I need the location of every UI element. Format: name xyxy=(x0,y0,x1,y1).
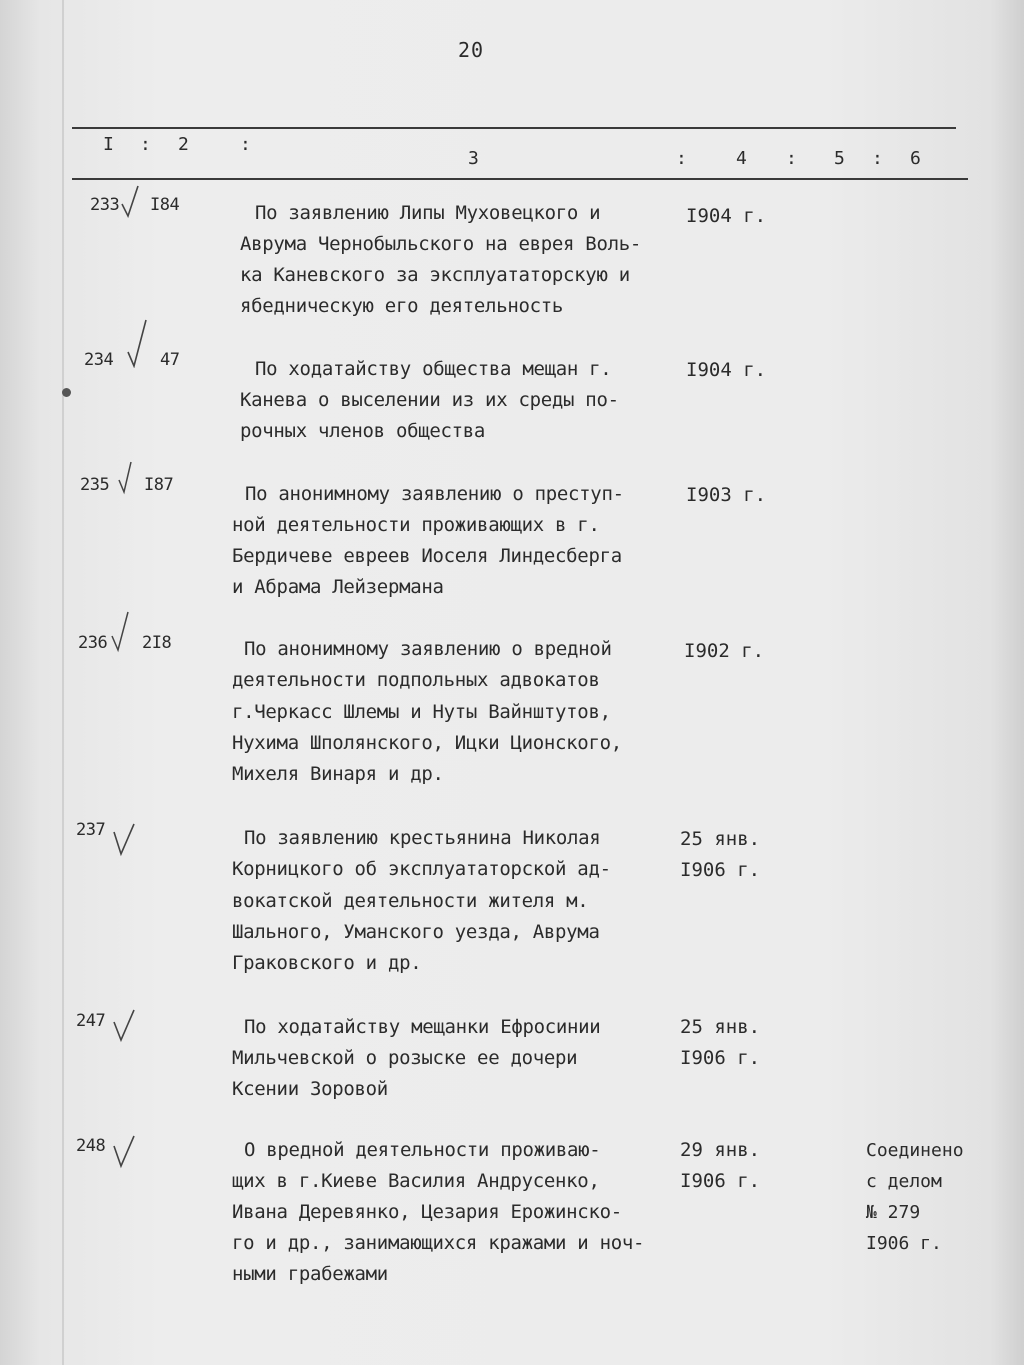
entry-description-line: ка Каневского за эксплуататорскую и xyxy=(240,264,630,286)
old-number: 47 xyxy=(160,350,180,370)
header-col-5: 5 xyxy=(834,148,845,169)
entry-description-line: Бердичеве евреев Иоселя Линдесберга xyxy=(232,545,622,567)
header-sep: : xyxy=(872,148,883,169)
entry-note-line: Соединено xyxy=(866,1140,964,1161)
entry-note-line: с делом xyxy=(866,1171,942,1192)
entry-description-line: Нухима Шполянского, Ицки Ционского, xyxy=(232,732,622,754)
entry-description-line: О вредной деятельности проживаю- xyxy=(244,1139,601,1161)
header-col-2: 2 xyxy=(178,134,189,155)
entry-date: I904 г. xyxy=(686,205,767,227)
entry-description-line: Корницкого об эксплуататорской ад- xyxy=(232,858,611,880)
entry-number: 235 xyxy=(80,475,110,495)
entry-description-line: ной деятельности проживающих в г. xyxy=(232,514,600,536)
entry-description-line: Михеля Винаря и др. xyxy=(232,763,444,785)
entry-description-line: Ксении Зоровой xyxy=(232,1078,388,1100)
entry-description-line: ябедническую его деятельность xyxy=(240,295,564,317)
header-col-6: 6 xyxy=(910,148,921,169)
entry-description-line: По анонимному заявлению о вредной xyxy=(244,638,612,660)
entry-description-line: По ходатайству общества мещан г. xyxy=(255,358,612,380)
entry-number: 236 xyxy=(78,633,108,653)
header-bottom-rule xyxy=(72,178,968,180)
header-sep: : xyxy=(786,148,797,169)
entry-description-line: ными грабежами xyxy=(232,1263,388,1285)
checkmark-icon xyxy=(112,822,134,856)
entry-description-line: По заявлению Липы Муховецкого и xyxy=(255,202,601,224)
page-fold xyxy=(62,0,64,1365)
page-number: 20 xyxy=(458,38,485,62)
header-col-4: 4 xyxy=(736,148,747,169)
entry-date: I906 г. xyxy=(680,1170,761,1192)
header-col-1: I xyxy=(103,134,114,155)
entry-date: I902 г. xyxy=(684,640,765,662)
entry-description-line: Аврума Чернобыльского на еврея Воль- xyxy=(240,233,642,255)
old-number: I84 xyxy=(150,195,180,215)
entry-number: 248 xyxy=(76,1136,106,1156)
entry-description-line: щих в г.Киеве Василия Андрусенко, xyxy=(232,1170,600,1192)
entry-description-line: и Абрама Лейзермана xyxy=(232,576,444,598)
entry-number: 233 xyxy=(90,195,120,215)
entry-number: 247 xyxy=(76,1011,106,1031)
checkmark-icon xyxy=(112,1008,134,1042)
entry-note-line: № 279 xyxy=(866,1202,921,1223)
entry-description-line: г.Черкасс Шлемы и Нуты Вайнштутов, xyxy=(232,701,611,723)
ink-blot xyxy=(62,388,71,397)
entry-date: 29 янв. xyxy=(680,1139,761,1161)
entry-description-line: По заявлению крестьянина Николая xyxy=(244,827,601,849)
old-number: I87 xyxy=(144,475,174,495)
entry-description-line: Мильчевской о розыске ее дочери xyxy=(232,1047,578,1069)
entry-description-line: Канева о выселении из их среды по- xyxy=(240,389,619,411)
entry-description-line: По ходатайству мещанки Ефросинии xyxy=(244,1016,601,1038)
entry-description-line: деятельности подпольных адвокатов xyxy=(232,669,600,691)
entry-number: 237 xyxy=(76,820,106,840)
checkmark-icon xyxy=(120,184,142,218)
entry-description-line: рочных членов общества xyxy=(240,420,486,442)
entry-description-line: Граковского и др. xyxy=(232,952,422,974)
header-sep: : xyxy=(240,134,251,155)
entry-description-line: Ивана Деревянко, Цезария Ерожинско- xyxy=(232,1201,622,1223)
entry-description-line: го и др., занимающихся кражами и ноч- xyxy=(232,1232,645,1254)
checkmark-icon xyxy=(126,318,148,352)
header-top-rule xyxy=(72,127,956,129)
header-col-3: 3 xyxy=(468,148,479,169)
entry-description-line: По анонимному заявлению о преступ- xyxy=(245,483,624,505)
entry-date: I903 г. xyxy=(686,484,767,506)
checkmark-icon xyxy=(112,1134,134,1168)
entry-date: 25 янв. xyxy=(680,1016,761,1038)
entry-description-line: Шального, Уманского уезда, Аврума xyxy=(232,921,600,943)
checkmark-icon xyxy=(117,460,139,494)
entry-number: 234 xyxy=(84,350,114,370)
entry-date: I906 г. xyxy=(680,859,761,881)
old-number: 2I8 xyxy=(142,633,172,653)
entry-description-line: вокатской деятельности жителя м. xyxy=(232,890,589,912)
header-sep: : xyxy=(676,148,687,169)
entry-date: I906 г. xyxy=(680,1047,761,1069)
checkmark-icon xyxy=(110,610,132,644)
entry-date: 25 янв. xyxy=(680,828,761,850)
header-sep: : xyxy=(140,134,151,155)
entry-date: I904 г. xyxy=(686,359,767,381)
entry-note-line: I906 г. xyxy=(866,1233,942,1254)
